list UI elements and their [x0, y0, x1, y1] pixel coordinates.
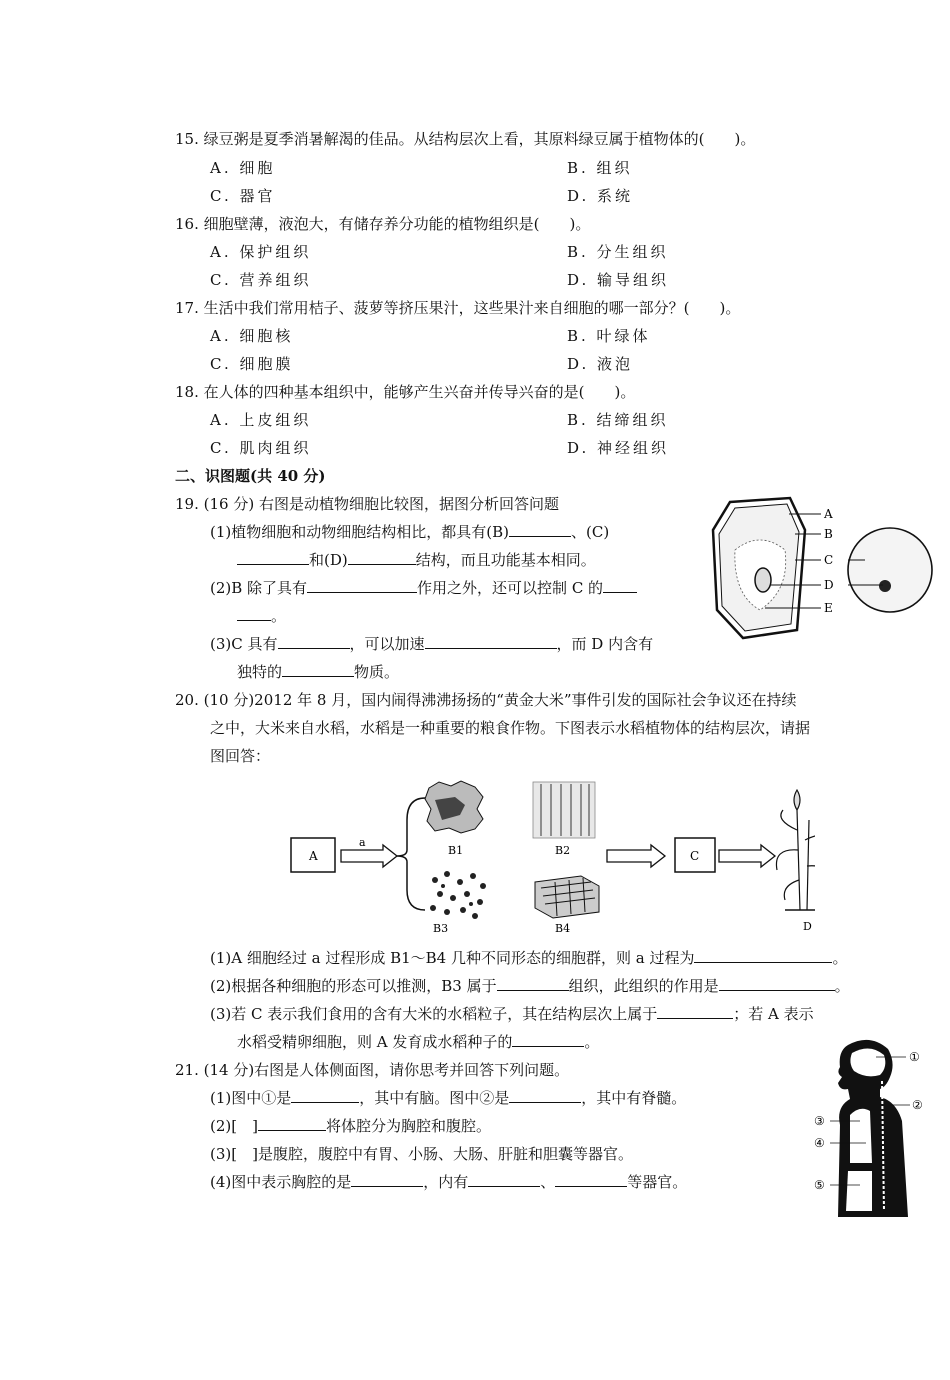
- q18-option-d: D. 神经组织: [567, 439, 670, 457]
- blank[interactable]: [657, 1004, 733, 1019]
- box-c-label: C: [690, 849, 700, 863]
- blank[interactable]: [425, 634, 557, 649]
- blank[interactable]: [307, 578, 417, 593]
- label-5: ⑤: [814, 1178, 825, 1192]
- q19-part1-line2: 和(D) 结构，而且功能基本相同。: [237, 549, 596, 570]
- diagram-label-e: E: [824, 601, 833, 615]
- thoracic-cavity: [850, 1109, 872, 1163]
- q15-option-c: C. 器官: [210, 187, 276, 205]
- q15-option-b: B. 组织: [567, 159, 633, 177]
- q20-stem-line2: 之中，大米来自水稻，水稻是一种重要的粮食作物。下图表示水稻植物体的结构层次，请据: [210, 719, 811, 737]
- q19-part3-line2: 独特的 物质。: [237, 663, 400, 681]
- brace: [397, 798, 425, 910]
- q19-part2-line1: (2)B 除了具有 作用之外，还可以控制 C 的: [210, 577, 637, 598]
- arrow-c-d: [719, 845, 775, 867]
- diagram-label-d: D: [824, 578, 834, 592]
- q17-option-d: D. 液泡: [567, 355, 634, 373]
- q18-option-a: A. 上皮组织: [210, 411, 312, 429]
- blank[interactable]: [603, 578, 637, 593]
- q19-part3-line1: (3)C 具有 ，可以加速 ，而 D 内含有: [210, 635, 654, 653]
- abdominal-cavity: [846, 1171, 872, 1211]
- q19-part1-line1: (1)植物细胞和动物细胞结构相比，都具有(B) 、(C): [210, 523, 610, 541]
- blank[interactable]: [512, 1032, 584, 1047]
- diagram-label-a: A: [824, 507, 833, 521]
- box-a-label: A: [309, 849, 318, 863]
- q21-stem: 21. (14 分)右图是人体侧面图，请你思考并回答下列问题。: [175, 1061, 570, 1079]
- blank[interactable]: [348, 550, 416, 565]
- q21-part1: (1)图中①是 ，其中有脑。图中②是 ，其中有脊髓。: [210, 1089, 687, 1107]
- q20-stem-line1: 20. (10 分)2012 年 8 月，国内闹得沸沸扬扬的“黄金大米”事件引发的国际社会争议还在持续: [175, 691, 797, 709]
- blank[interactable]: [351, 1172, 423, 1187]
- human-body-side-diagram: [810, 1035, 940, 1230]
- q16-stem: 16. 细胞壁薄，液泡大，有储存养分功能的植物组织是( )。: [175, 215, 591, 233]
- q18-option-c: C. 肌肉组织: [210, 439, 312, 457]
- label-3: ③: [814, 1114, 825, 1128]
- diagram-label-b: B: [824, 527, 833, 541]
- q20-part3-line2: 水稻受精卵细胞，则 A 发育成水稻种子的 。: [237, 1033, 600, 1051]
- plant-d-label: D: [803, 920, 812, 933]
- rice-structure-diagram: [285, 770, 815, 940]
- q17-option-a: A. 细胞核: [210, 327, 294, 345]
- b4-label: B4: [555, 922, 571, 935]
- cell-comparison-diagram: [705, 490, 945, 650]
- q15-option-d: D. 系统: [567, 187, 634, 205]
- label-2: ②: [912, 1098, 923, 1112]
- q16-option-d: D. 输导组织: [567, 271, 670, 289]
- q16-option-c: C. 营养组织: [210, 271, 312, 289]
- tissue-b1-image: [425, 780, 487, 838]
- blank[interactable]: [278, 634, 350, 649]
- diagram-label-c: C: [824, 553, 834, 567]
- q19-part2-line2: 。: [237, 605, 286, 626]
- blank[interactable]: [237, 606, 271, 621]
- q21-part3: (3)[ ]是腹腔，腹腔中有胃、小肠、大肠、肝脏和胆囊等器官。: [210, 1145, 633, 1163]
- arrow-b-c: [607, 845, 665, 867]
- blank[interactable]: [291, 1088, 359, 1103]
- arrow-a-label: a: [359, 836, 366, 849]
- section-title: 二、识图题(共 40 分): [175, 467, 326, 485]
- blank[interactable]: [282, 662, 354, 677]
- tissue-b3-image: [430, 871, 486, 919]
- q20-part3-line1: (3)若 C 表示我们食用的含有大米的水稻粒子，其在结构层次上属于 ；若 A 表示: [210, 1005, 814, 1023]
- q15-stem: 15. 绿豆粥是夏季消暑解渴的佳品。从结构层次上看，其原料绿豆属于植物体的( )。: [175, 130, 756, 148]
- blank[interactable]: [719, 976, 835, 991]
- q17-option-c: C. 细胞膜: [210, 355, 294, 373]
- q20-part2: (2)根据各种细胞的形态可以推测，B3 属于 组织，此组织的作用是 。: [210, 977, 850, 995]
- b3-label: B3: [433, 922, 449, 935]
- q18-option-b: B. 结缔组织: [567, 411, 669, 429]
- blank[interactable]: [237, 550, 309, 565]
- q16-option-a: A. 保护组织: [210, 243, 312, 261]
- q17-stem: 17. 生活中我们常用桔子、菠萝等挤压果汁，这些果汁来自细胞的哪一部分？( )。: [175, 299, 741, 317]
- animal-cell: [848, 528, 932, 612]
- blank[interactable]: [694, 948, 832, 963]
- q18-stem: 18. 在人体的四种基本组织中，能够产生兴奋并传导兴奋的是( )。: [175, 383, 636, 401]
- blank[interactable]: [258, 1116, 326, 1131]
- blank[interactable]: [509, 522, 571, 537]
- q19-stem: 19. (16 分) 右图是动植物细胞比较图，据图分析回答问题: [175, 495, 559, 513]
- q17-option-b: B. 叶绿体: [567, 327, 651, 345]
- blank[interactable]: [468, 1172, 540, 1187]
- b1-label: B1: [448, 844, 464, 857]
- label-4: ④: [814, 1136, 825, 1150]
- q16-option-b: B. 分生组织: [567, 243, 669, 261]
- rice-plant-image: [776, 790, 815, 910]
- blank[interactable]: [509, 1088, 581, 1103]
- b2-label: B2: [555, 844, 571, 857]
- q21-part2: (2)[ ] 将体腔分为胸腔和腹腔。: [210, 1117, 491, 1135]
- q21-part4: (4)图中表示胸腔的是 ，内有 、 等器官。: [210, 1173, 688, 1191]
- arrow-a: [341, 845, 397, 867]
- tissue-b2-image: [533, 782, 595, 838]
- tissue-b4-image: [535, 876, 599, 918]
- q20-stem-line3: 图回答：: [210, 747, 271, 765]
- q15-option-a: A. 细胞: [210, 159, 276, 177]
- blank[interactable]: [497, 976, 569, 991]
- plant-cell: [713, 498, 805, 638]
- label-1: ①: [909, 1050, 920, 1064]
- q20-part1: (1)A 细胞经过 a 过程形成 B1～B4 几种不同形态的细胞群，则 a 过程为 。: [210, 949, 848, 967]
- blank[interactable]: [555, 1172, 627, 1187]
